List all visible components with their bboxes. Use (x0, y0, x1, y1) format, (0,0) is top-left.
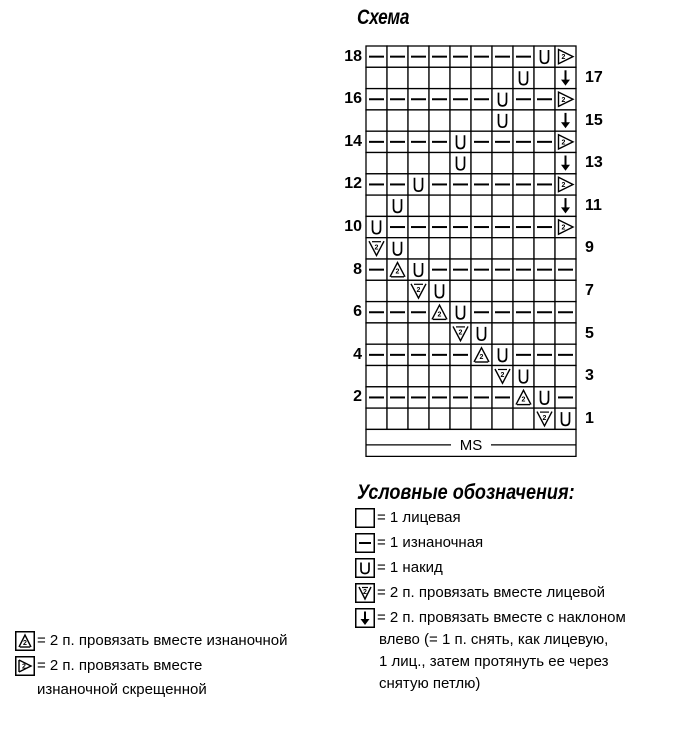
knit-stitch-cell (450, 366, 471, 387)
knit-stitch-icon (355, 508, 375, 528)
knit-stitch-cell (408, 67, 429, 88)
legend-continuation: изнаночной скрещенной (37, 681, 207, 698)
purl-stitch-cell (471, 259, 492, 280)
purl-stitch-cell (408, 387, 429, 408)
knit-stitch-cell (450, 195, 471, 216)
yarn-over-cell (429, 280, 450, 301)
k2tog-cell (534, 408, 555, 429)
row-number-right: 7 (585, 281, 594, 299)
purl-stitch-cell (429, 131, 450, 152)
k2tog-cell (450, 323, 471, 344)
legend-item-p2togtbl (15, 656, 202, 676)
legend-item-p2tog (15, 631, 288, 651)
row-number-right: 13 (585, 154, 603, 172)
purl-stitch-cell (408, 344, 429, 365)
knit-stitch-cell (492, 238, 513, 259)
purl-stitch-cell (471, 131, 492, 152)
knit-stitch-cell (513, 195, 534, 216)
purl-stitch-cell (366, 302, 387, 323)
purl-stitch-cell (429, 344, 450, 365)
purl-stitch-cell (513, 259, 534, 280)
svg-text:2: 2 (561, 54, 566, 62)
knit-stitch-cell (366, 67, 387, 88)
knit-stitch-cell (555, 238, 576, 259)
purl-stitch-cell (534, 344, 555, 365)
knit-stitch-cell (408, 195, 429, 216)
purl-stitch-cell (387, 46, 408, 67)
purl-stitch-cell (387, 302, 408, 323)
purl-stitch-cell (534, 131, 555, 152)
ssk-arrow-cell (555, 110, 576, 131)
knit-stitch-cell (366, 153, 387, 174)
purl-stitch-cell (513, 344, 534, 365)
svg-text:2: 2 (437, 311, 442, 319)
legend-text: = 2 п. провязать вместе изнаночной (37, 632, 288, 650)
svg-text:2: 2 (374, 244, 379, 252)
svg-text:2: 2 (395, 268, 400, 276)
k2tog-icon (355, 583, 375, 603)
knit-stitch-cell (555, 280, 576, 301)
purl-stitch-cell (534, 89, 555, 110)
chart-title: Схема (357, 6, 410, 29)
yarn-over-cell (387, 195, 408, 216)
knit-stitch-cell (492, 195, 513, 216)
knit-stitch-cell (534, 153, 555, 174)
purl-stitch-cell (387, 216, 408, 237)
legend-continuation: снятую петлю) (379, 675, 481, 692)
ssk-arrow-cell (555, 67, 576, 88)
row-number-left: 2 (353, 388, 362, 406)
knit-stitch-cell (429, 67, 450, 88)
p2tog-icon (15, 631, 35, 651)
legend-continuation: 1 лиц., затем протянуть ее через (379, 653, 609, 670)
knit-stitch-cell (429, 110, 450, 131)
yarn-over-cell (492, 344, 513, 365)
legend-item-yo (355, 558, 443, 578)
legend-continuation: влево (= 1 п. снять, как лицевую, (379, 631, 609, 648)
knit-stitch-cell (408, 366, 429, 387)
purl-stitch-cell (450, 46, 471, 67)
purl-stitch-cell (450, 344, 471, 365)
knit-stitch-cell (492, 153, 513, 174)
purl-stitch-cell (429, 216, 450, 237)
row-number-right: 17 (585, 68, 603, 86)
knit-stitch-cell (513, 408, 534, 429)
knit-stitch-cell (450, 238, 471, 259)
knit-stitch-cell (555, 366, 576, 387)
knit-stitch-cell (387, 110, 408, 131)
svg-text:2: 2 (23, 640, 27, 648)
knit-stitch-cell (534, 366, 555, 387)
purl-stitch-cell (534, 216, 555, 237)
svg-text:2: 2 (500, 372, 505, 380)
purl-stitch-icon (355, 533, 375, 553)
purl-stitch-cell (513, 302, 534, 323)
svg-text:2: 2 (561, 139, 566, 147)
yarn-over-cell (513, 366, 534, 387)
knit-stitch-cell (534, 195, 555, 216)
purl-stitch-cell (366, 259, 387, 280)
svg-text:2: 2 (561, 181, 566, 189)
purl-stitch-cell (450, 89, 471, 110)
purl-stitch-cell (471, 216, 492, 237)
knit-stitch-cell (366, 323, 387, 344)
purl-stitch-cell (387, 89, 408, 110)
purl-stitch-cell (492, 259, 513, 280)
svg-text:2: 2 (458, 329, 463, 337)
purl-stitch-cell (408, 302, 429, 323)
p2tog-cell (513, 387, 534, 408)
p2tog-tbl-cell (555, 174, 576, 195)
knit-stitch-cell (513, 110, 534, 131)
knit-stitch-cell (387, 153, 408, 174)
knit-stitch-cell (471, 238, 492, 259)
row-number-left: 4 (353, 345, 362, 363)
yarn-over-cell (408, 259, 429, 280)
purl-stitch-cell (471, 46, 492, 67)
knit-stitch-cell (429, 408, 450, 429)
legend-item-ssk (355, 608, 626, 628)
purl-stitch-cell (429, 387, 450, 408)
yarn-over-cell (471, 323, 492, 344)
knit-stitch-cell (513, 323, 534, 344)
purl-stitch-cell (513, 46, 534, 67)
knit-stitch-cell (387, 366, 408, 387)
knit-stitch-cell (471, 195, 492, 216)
legend-text: = 2 п. провязать вместе (37, 657, 203, 675)
svg-text:2: 2 (542, 414, 547, 422)
purl-stitch-cell (513, 131, 534, 152)
legend-title: Условные обозначения: (357, 481, 575, 504)
p2tog-tbl-icon (15, 656, 35, 676)
purl-stitch-cell (408, 216, 429, 237)
purl-stitch-cell (366, 131, 387, 152)
purl-stitch-cell (408, 89, 429, 110)
purl-stitch-cell (555, 344, 576, 365)
purl-stitch-cell (366, 387, 387, 408)
legend-item-purl (355, 533, 483, 553)
purl-stitch-cell (513, 174, 534, 195)
knit-stitch-cell (492, 408, 513, 429)
knit-stitch-cell (429, 153, 450, 174)
knit-stitch-cell (492, 280, 513, 301)
purl-stitch-cell (387, 344, 408, 365)
k2tog-cell (492, 366, 513, 387)
knit-stitch-cell (471, 366, 492, 387)
row-number-right: 3 (585, 367, 594, 385)
purl-stitch-cell (366, 89, 387, 110)
ssk-arrow-cell (555, 153, 576, 174)
knit-stitch-cell (534, 67, 555, 88)
purl-stitch-cell (492, 216, 513, 237)
knit-stitch-cell (429, 195, 450, 216)
row-number-left: 12 (344, 175, 362, 193)
svg-text:2: 2 (561, 224, 566, 232)
knit-stitch-cell (408, 238, 429, 259)
knit-stitch-cell (429, 238, 450, 259)
purl-stitch-cell (450, 259, 471, 280)
knit-stitch-cell (366, 110, 387, 131)
knit-stitch-cell (471, 153, 492, 174)
p2tog-cell (387, 259, 408, 280)
purl-stitch-cell (534, 174, 555, 195)
knit-stitch-cell (492, 67, 513, 88)
knit-stitch-cell (471, 408, 492, 429)
p2tog-cell (429, 302, 450, 323)
knit-stitch-cell (450, 408, 471, 429)
purl-stitch-cell (492, 46, 513, 67)
knit-stitch-cell (534, 323, 555, 344)
knit-stitch-cell (534, 238, 555, 259)
yarn-over-cell (387, 238, 408, 259)
purl-stitch-cell (366, 344, 387, 365)
purl-stitch-cell (492, 174, 513, 195)
knit-stitch-cell (471, 280, 492, 301)
p2tog-tbl-cell (555, 89, 576, 110)
purl-stitch-cell (513, 89, 534, 110)
row-number-left: 14 (344, 132, 362, 150)
knit-stitch-cell (387, 280, 408, 301)
yarn-over-cell (450, 131, 471, 152)
knit-stitch-cell (408, 323, 429, 344)
row-number-right: 15 (585, 111, 603, 129)
knit-stitch-cell (366, 280, 387, 301)
knitting-chart (365, 45, 579, 462)
knit-stitch-cell (534, 280, 555, 301)
row-number-left: 8 (353, 260, 362, 278)
knit-stitch-cell (366, 366, 387, 387)
row-number-left: 10 (344, 218, 362, 236)
knit-stitch-cell (408, 153, 429, 174)
chart-grid (365, 45, 579, 457)
yarn-over-cell (534, 46, 555, 67)
purl-stitch-cell (471, 89, 492, 110)
yarn-over-icon (355, 558, 375, 578)
purl-stitch-cell (555, 387, 576, 408)
row-number-right: 9 (585, 239, 594, 257)
knit-stitch-cell (387, 408, 408, 429)
repeat-label: MS (459, 436, 483, 454)
purl-stitch-cell (471, 174, 492, 195)
knit-stitch-cell (471, 67, 492, 88)
legend-text: = 1 изнаночная (377, 534, 484, 552)
purl-stitch-cell (471, 387, 492, 408)
purl-stitch-cell (429, 89, 450, 110)
yarn-over-cell (450, 302, 471, 323)
legend-text: = 2 п. провязать вместе с наклоном (377, 609, 626, 627)
purl-stitch-cell (429, 46, 450, 67)
purl-stitch-cell (387, 174, 408, 195)
yarn-over-cell (408, 174, 429, 195)
p2tog-tbl-cell (555, 131, 576, 152)
purl-stitch-cell (408, 46, 429, 67)
yarn-over-cell (492, 89, 513, 110)
legend-text: = 1 накид (377, 559, 443, 577)
knit-stitch-cell (366, 195, 387, 216)
purl-stitch-cell (450, 387, 471, 408)
purl-stitch-cell (450, 174, 471, 195)
purl-stitch-cell (429, 174, 450, 195)
knit-stitch-cell (450, 280, 471, 301)
row-number-left: 18 (344, 47, 362, 65)
knit-stitch-cell (450, 67, 471, 88)
knit-stitch-cell (366, 408, 387, 429)
k2tog-cell (366, 238, 387, 259)
row-number-left: 16 (344, 90, 362, 108)
legend-text: = 1 лицевая (377, 509, 461, 527)
svg-text:2: 2 (521, 396, 526, 404)
purl-stitch-cell (429, 259, 450, 280)
purl-stitch-cell (534, 302, 555, 323)
purl-stitch-cell (366, 46, 387, 67)
legend-item-k2tog (355, 583, 605, 603)
svg-text:2: 2 (561, 96, 566, 104)
svg-text:2: 2 (22, 663, 26, 671)
ssk-arrow-cell (555, 195, 576, 216)
purl-stitch-cell (387, 387, 408, 408)
knit-stitch-cell (471, 110, 492, 131)
knit-stitch-cell (408, 408, 429, 429)
p2tog-cell (471, 344, 492, 365)
purl-stitch-cell (471, 302, 492, 323)
row-number-left: 6 (353, 303, 362, 321)
p2tog-tbl-cell (555, 46, 576, 67)
purl-stitch-cell (387, 131, 408, 152)
svg-text:2: 2 (363, 589, 367, 597)
purl-stitch-cell (408, 131, 429, 152)
purl-stitch-cell (555, 259, 576, 280)
knit-stitch-cell (513, 153, 534, 174)
row-number-right: 1 (585, 409, 594, 427)
purl-stitch-cell (492, 387, 513, 408)
svg-text:2: 2 (479, 353, 484, 361)
purl-stitch-cell (366, 174, 387, 195)
purl-stitch-cell (513, 216, 534, 237)
purl-stitch-cell (450, 216, 471, 237)
yarn-over-cell (366, 216, 387, 237)
purl-stitch-cell (534, 259, 555, 280)
purl-stitch-cell (492, 302, 513, 323)
knit-stitch-cell (534, 110, 555, 131)
knit-stitch-cell (387, 67, 408, 88)
row-number-right: 5 (585, 324, 594, 342)
p2tog-tbl-cell (555, 216, 576, 237)
knit-stitch-cell (513, 280, 534, 301)
legend-item-knit (355, 508, 461, 528)
k2tog-cell (408, 280, 429, 301)
yarn-over-cell (492, 110, 513, 131)
purl-stitch-cell (492, 131, 513, 152)
knit-stitch-cell (513, 238, 534, 259)
knit-stitch-cell (450, 110, 471, 131)
row-number-right: 11 (585, 196, 602, 214)
knit-stitch-cell (492, 323, 513, 344)
yarn-over-cell (534, 387, 555, 408)
knit-stitch-cell (555, 323, 576, 344)
svg-text:2: 2 (416, 286, 421, 294)
legend-text: = 2 п. провязать вместе лицевой (377, 584, 605, 602)
knit-stitch-cell (387, 323, 408, 344)
knit-stitch-cell (429, 366, 450, 387)
knit-stitch-cell (429, 323, 450, 344)
yarn-over-cell (513, 67, 534, 88)
knit-stitch-cell (408, 110, 429, 131)
yarn-over-cell (450, 153, 471, 174)
purl-stitch-cell (555, 302, 576, 323)
arrow-down-icon (355, 608, 375, 628)
yarn-over-cell (555, 408, 576, 429)
